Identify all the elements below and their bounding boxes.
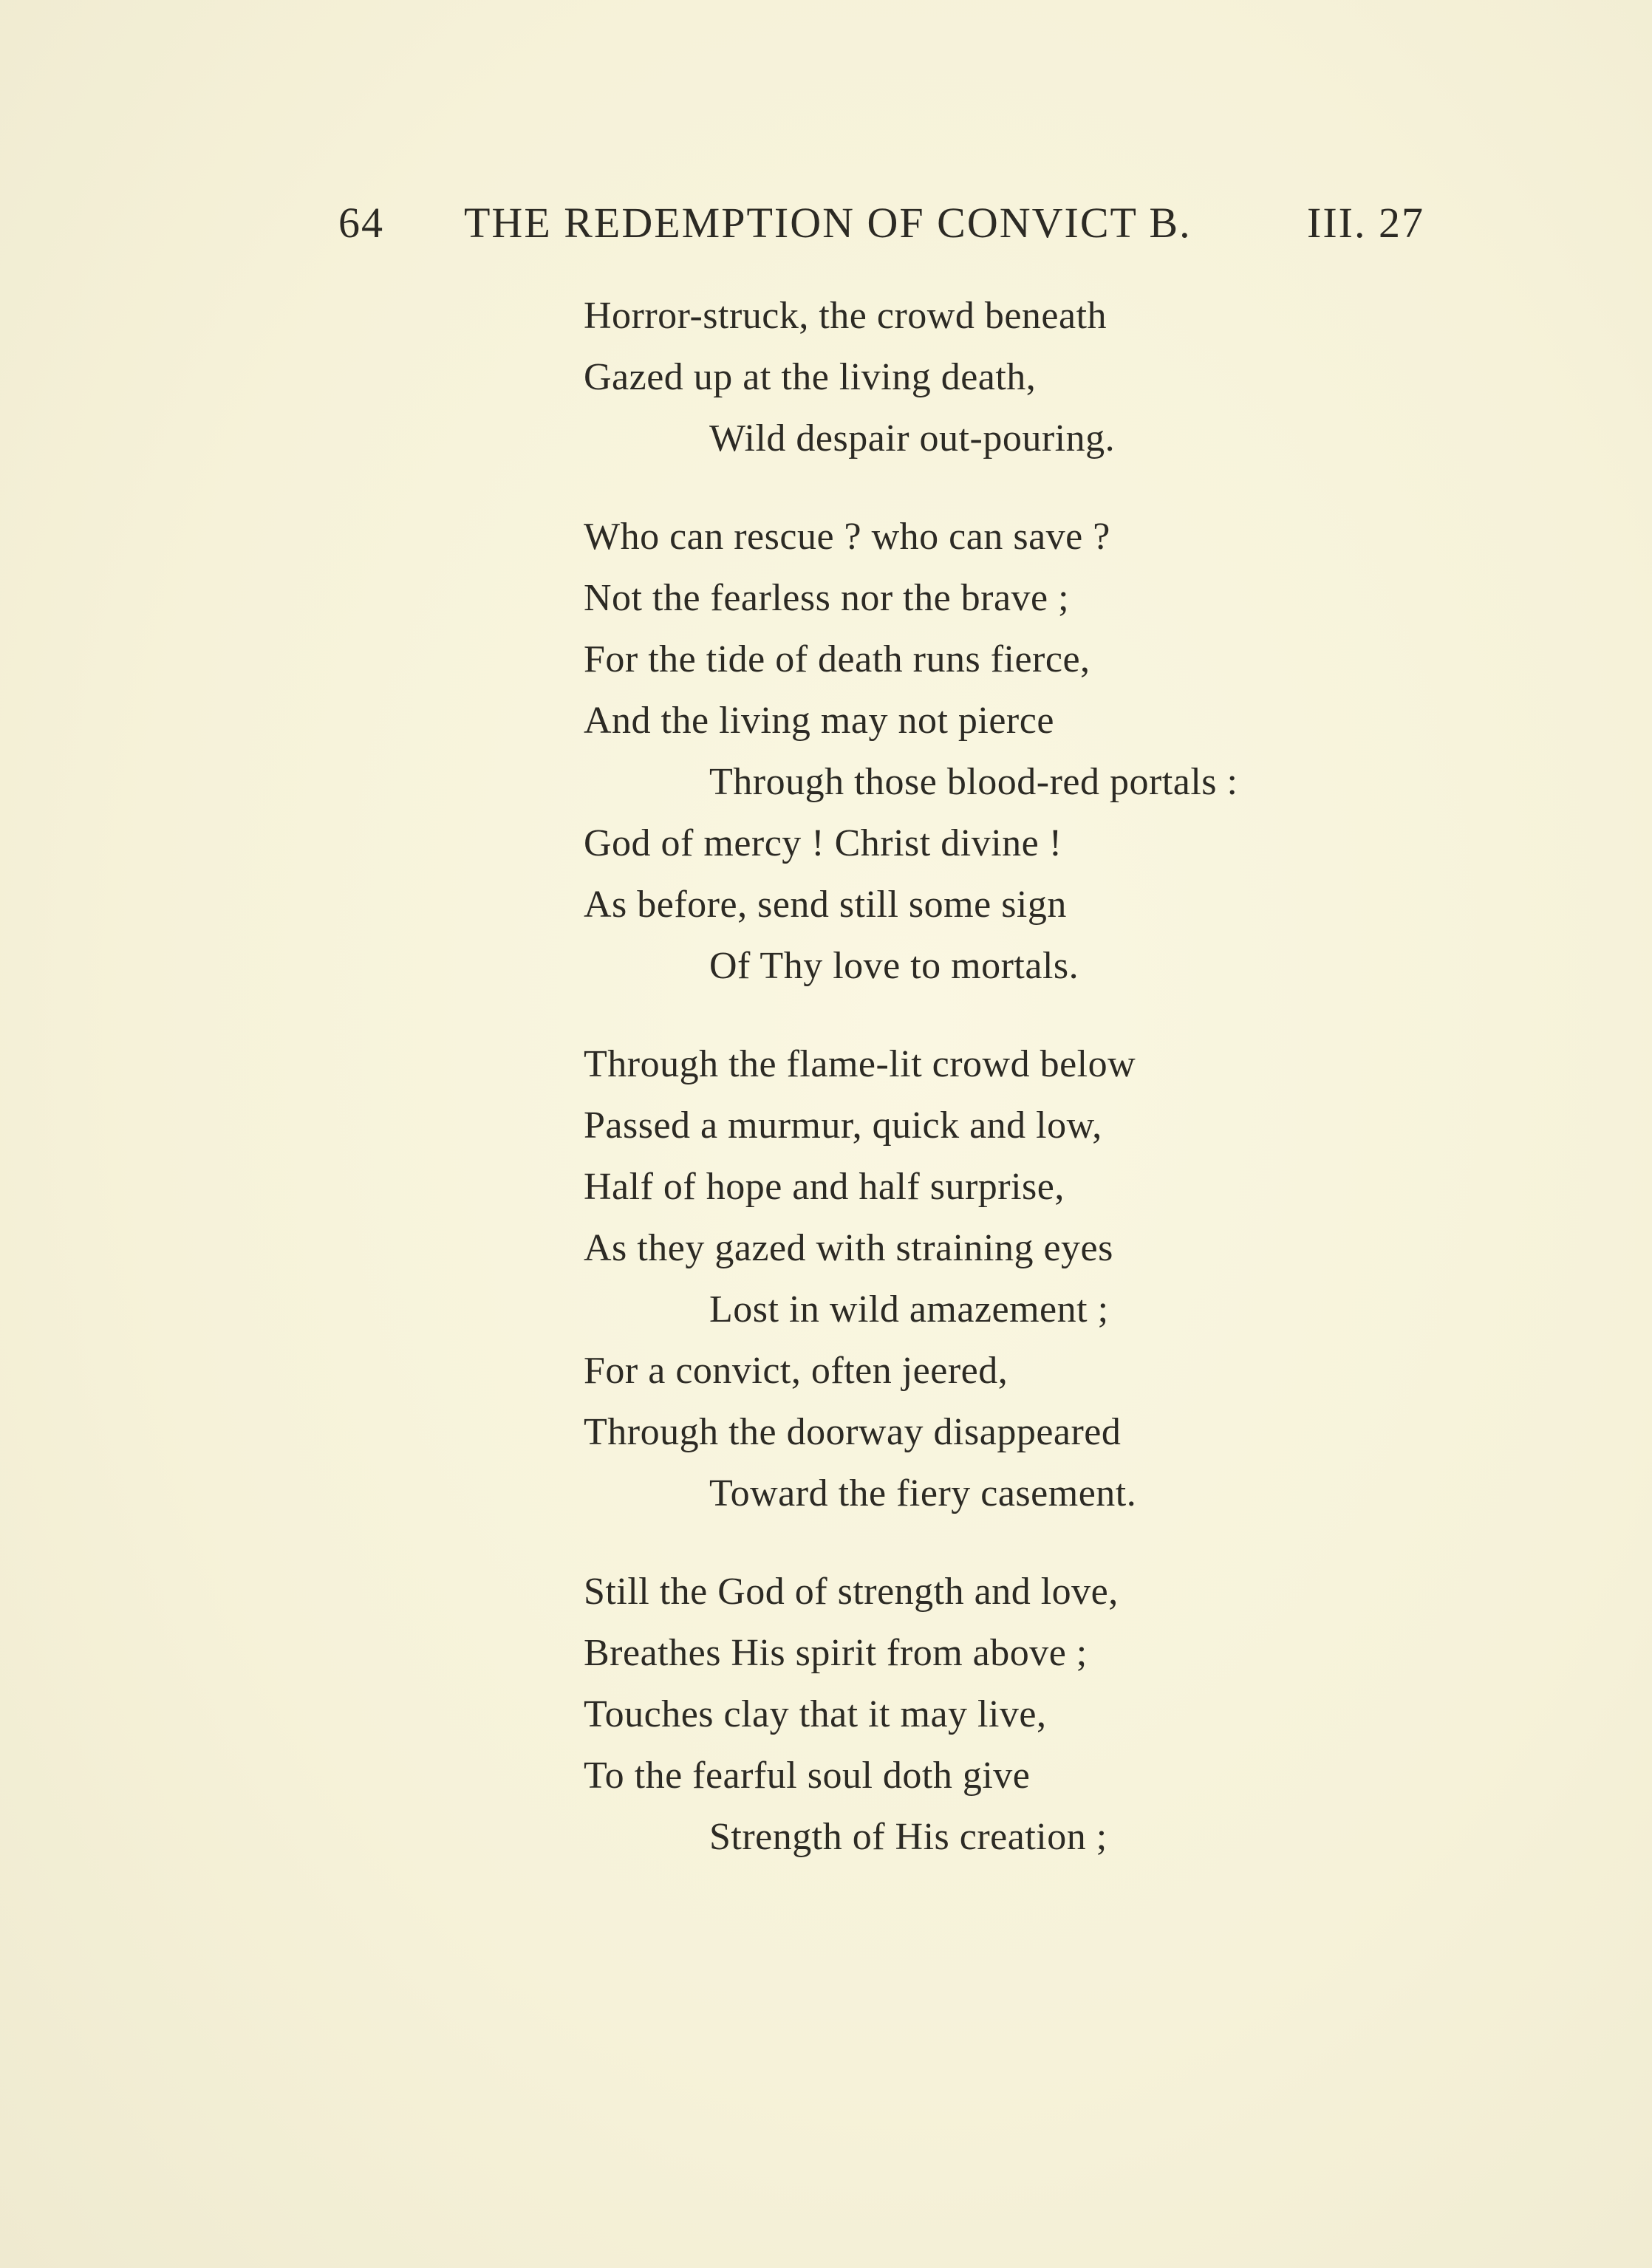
poem-line: To the fearful soul doth give	[584, 1755, 1031, 1797]
poem-line: Still the God of strength and love,	[584, 1571, 1119, 1613]
poem-line: Through the doorway disappeared	[584, 1411, 1122, 1453]
poem-line-indented: Of Thy love to mortals.	[709, 945, 1079, 987]
stanza	[584, 1561, 1396, 1868]
poem-line: As they gazed with straining eyes	[584, 1227, 1113, 1269]
stanza	[584, 285, 1396, 469]
poem-line-indented: Lost in wild amazement ;	[709, 1288, 1109, 1331]
poem-line: Through the flame-lit crowd below	[584, 1043, 1136, 1085]
page-number: 64	[338, 199, 384, 247]
running-head-title: THE REDEMPTION OF CONVICT B.	[464, 199, 1192, 247]
poem-line: And the living may not pierce	[584, 700, 1054, 742]
poem-line: Who can rescue ? who can save ?	[584, 516, 1110, 558]
poem-line: For a convict, often jeered,	[584, 1350, 1008, 1392]
poem-line: Gazed up at the living death,	[584, 356, 1037, 398]
line-reference: III. 27	[1307, 199, 1424, 247]
poem-line: Breathes His spirit from above ;	[584, 1632, 1088, 1674]
stanza	[584, 506, 1396, 997]
poem-line: Passed a murmur, quick and low,	[584, 1104, 1102, 1147]
poem-line: Touches clay that it may live,	[584, 1693, 1047, 1735]
poem-line-indented: Strength of His creation ;	[709, 1816, 1107, 1858]
poem-line: Not the fearless nor the brave ;	[584, 577, 1070, 619]
stanza	[584, 1034, 1396, 1524]
running-head	[338, 194, 1424, 253]
poem-line: God of mercy ! Christ divine !	[584, 822, 1062, 864]
poem-line-indented: Wild despair out-pouring.	[709, 417, 1116, 460]
poem-line: As before, send still some sign	[584, 884, 1067, 926]
poem-line: For the tide of death runs fierce,	[584, 638, 1090, 680]
poem-line-indented: Toward the fiery casement.	[709, 1472, 1137, 1514]
poem-line: Horror-struck, the crowd beneath	[584, 295, 1107, 337]
poem-line-indented: Through those blood-red portals :	[709, 761, 1238, 803]
poem	[584, 285, 1396, 1905]
poem-line: Half of hope and half surprise,	[584, 1166, 1065, 1208]
